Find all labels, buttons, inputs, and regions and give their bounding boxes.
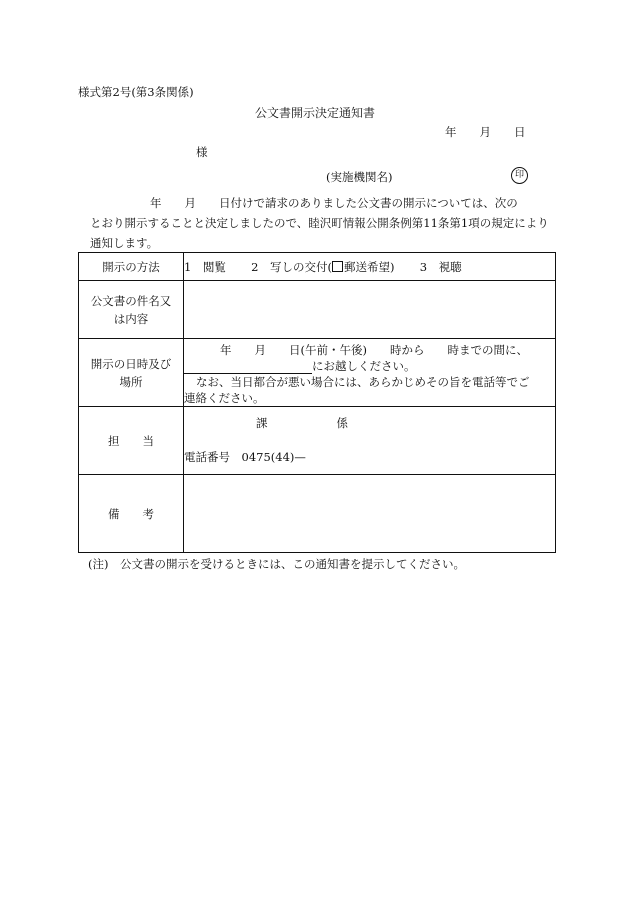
row-method [79,253,556,281]
datetime-value [184,339,556,407]
document-title: 公文書開示決定通知書 [254,106,375,120]
body-line-3: 通知します。 [90,236,159,250]
notice-table [78,252,556,553]
remarks-label: 備 考 [79,475,184,553]
method-option-copy: 2 写しの交付( 郵送希望) [251,259,395,274]
contact-phone: 電話番号 0475(44)— [184,450,306,464]
footer-note: (注) 公文書の開示を受けるときには、この通知書を提示してください。 [88,557,465,571]
contact-dept: 課 係 [256,416,348,430]
row-contact [79,407,556,475]
datetime-line-3: なお、当日都合が悪い場合には、あらかじめその旨を電話等でご [196,375,530,389]
agency-name: (実施機関名) [326,170,393,184]
method-label: 開示の方法 [79,253,184,281]
remarks-value [184,475,556,553]
method-options [184,253,556,281]
seal-icon: 印 [511,167,528,184]
subject-value [184,281,556,339]
datetime-line-1: 年 月 日(午前・午後) 時から 時までの間に、 [220,343,528,357]
contact-value [184,407,556,475]
method-option-listen: 3 視聴 [419,259,462,274]
checkbox-mail-icon [332,261,343,272]
form-number: 様式第2号(第3条関係) [78,85,194,99]
subject-label: 公文書の件名又 は内容 [79,281,184,339]
date-line: 年 月 日 [445,125,526,139]
method-option-view: 1 閲覧 [184,259,226,274]
datetime-line-2: にお越しください。 [184,358,555,374]
row-datetime [79,339,556,407]
datetime-label: 開示の日時及び 場所 [79,339,184,407]
row-subject [79,281,556,339]
row-remarks [79,475,556,553]
place-underline [184,360,312,374]
addressee: 様 [196,145,208,159]
contact-label: 担 当 [79,407,184,475]
datetime-line-4: 連絡ください。 [184,391,265,405]
body-line-2: とおり開示することと決定しましたので、睦沢町情報公開条例第11条第1項の規定により [90,216,549,230]
body-line-1: 年 月 日付けで請求のありました公文書の開示については、次の [150,196,518,210]
